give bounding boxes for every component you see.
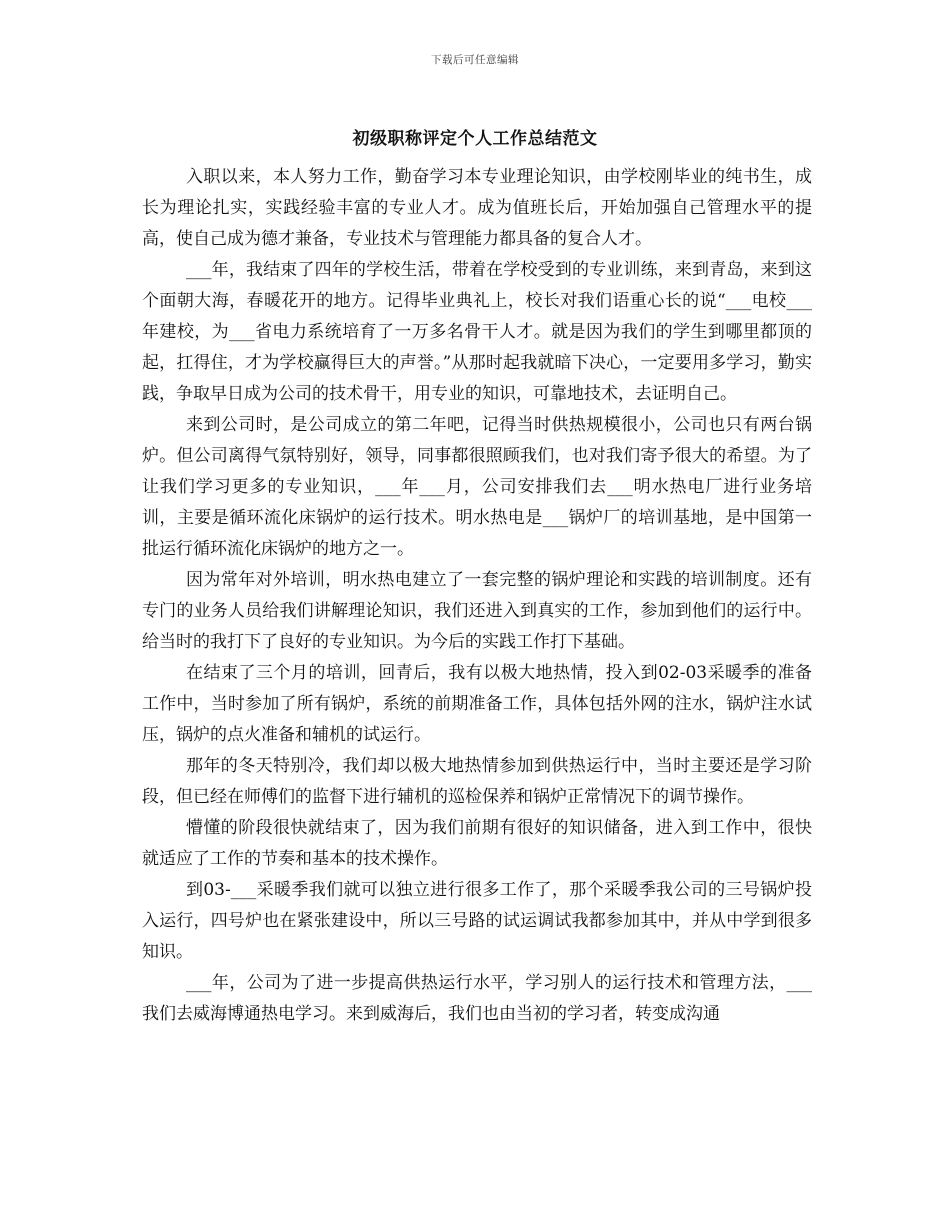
paragraph-3: 来到公司时，是公司成立的第二年吧，记得当时供热规模很小，公司也只有两台锅炉。但公司离得气氛特别好，领导，同事都很照顾我们，也对我们寄予很大的希望。为了让我们学习更多的专业知识，___年___月，公司安排我们去___明水热电厂进行业务培训，主要是循环流化床锅炉的运行技术。明水热电是___锅炉厂的培训基地，是中国第一批运行循环流化床锅炉的地方之一。: [142, 415, 812, 559]
paragraph-1: 入职以来，本人努力工作，勤奋学习本专业理论知识，由学校刚毕业的纯书生，成长为理论扎实，实践经验丰富的专业人才。成为值班长后，开始加强自己管理水平的提高，使自己成为德才兼备，专业技术与管理能力都具备的复合人才。: [142, 167, 812, 249]
paragraph-6: 那年的冬天特别冷，我们却以极大地热情参加到供热运行中，当时主要还是学习阶段，但已经在师傅们的监督下进行辅机的巡检保养和锅炉正常情况下的调节操作。: [142, 756, 812, 807]
paragraph-4: 因为常年对外培训，明水热电建立了一套完整的锅炉理论和实践的培训制度。还有专门的业务人员给我们讲解理论知识，我们还进入到真实的工作，参加到他们的运行中。给当时的我打下了良好的专业知识。为今后的实践工作打下基础。: [142, 570, 812, 652]
document-body: [142, 162, 812, 1030]
paragraph-5: 在结束了三个月的培训，回青后，我有以极大地热情，投入到02-03采暖季的准备工作中，当时参加了所有锅炉，系统的前期准备工作，具体包括外网的注水，锅炉注水试压，锅炉的点火准备和辅机的试运行。: [142, 663, 812, 745]
paragraph-9: ___年，公司为了进一步提高供热运行水平，学习别人的运行技术和管理方法，___我们去威海博通热电学习。来到威海后，我们也由当初的学习者，转变成沟通: [142, 973, 812, 1024]
paragraph-2: ___年，我结束了四年的学校生活，带着在学校受到的专业训练，来到青岛，来到这个面朝大海，春暖花开的地方。记得毕业典礼上，校长对我们语重心长的说“___电校___年建校，为___省电力系统培育了一万多名骨干人才。就是因为我们的学生到哪里都顶的起，扛得住，才为学校赢得巨大的声誉。”从那时起我就暗下决心，一定要用多学习，勤实践，争取早日成为公司的技术骨干，用专业的知识，可靠地技术，去证明自己。: [142, 260, 812, 404]
paragraph-7: 懵懂的阶段很快就结束了，因为我们前期有很好的知识储备，进入到工作中，很快就适应了工作的节奏和基本的技术操作。: [142, 818, 812, 869]
paragraph-8: 到03-___采暖季我们就可以独立进行很多工作了，那个采暖季我公司的三号锅炉投入运行，四号炉也在紧张建设中，所以三号路的试运调试我都参加其中，并从中学到很多知识。: [142, 880, 812, 962]
document-title: 初级职称评定个人工作总结范文: [352, 129, 598, 149]
header-note: 下载后可任意编辑: [431, 54, 519, 66]
